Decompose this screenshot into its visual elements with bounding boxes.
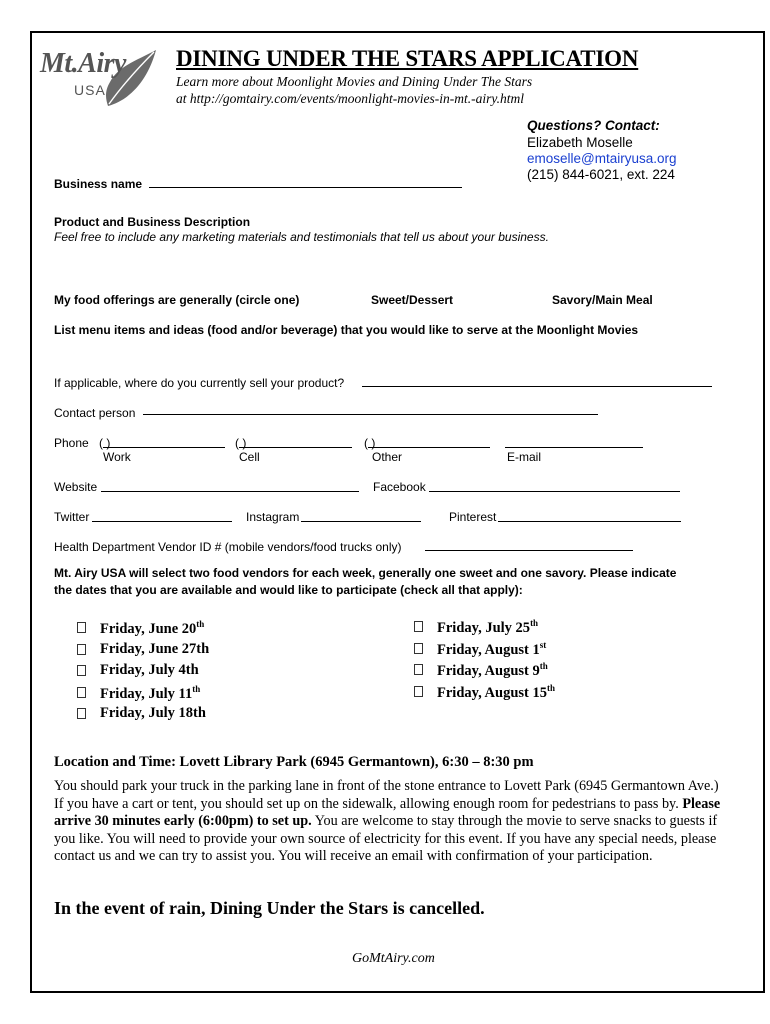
subtitle-line1: Learn more about Moonlight Movies and Dining Under The Stars (176, 74, 533, 89)
phone-cell-field[interactable] (239, 447, 352, 448)
date-label: Friday, July 4th (100, 662, 199, 678)
phone-work-paren: ( ) (99, 436, 111, 450)
email-field[interactable] (505, 447, 643, 448)
date-checkbox[interactable] (414, 686, 423, 697)
offering-sweet-option[interactable]: Sweet/Dessert (371, 293, 454, 307)
product-desc-title: Product and Business Description (54, 215, 251, 229)
phone-work-field[interactable] (103, 447, 225, 448)
pinterest-label: Pinterest (449, 510, 497, 524)
menu-label: List menu items and ideas (food and/or beverage) that you would like to serve at the Moonlight Movies (54, 323, 639, 337)
arrive-early-note: Please arrive 30 minutes early (6:00pm) to set up. (54, 795, 721, 830)
date-checkbox[interactable] (414, 664, 423, 675)
logo-brand: Mt.Airy (40, 48, 126, 79)
contact-email-link[interactable]: emoselle@mtairyusa.org (527, 151, 677, 166)
instagram-label: Instagram (246, 510, 300, 524)
location-body: You should park your truck in the parking lane in front of the stone entrance to Lovett Park (6945 Germantown Ave.) If you have a cart or tent, you should set up on the sidewalk, allowing enough room for pedestrians to pass by. Please arrive 30 minutes early (6:00pm) to set up. You are welcome to stay through the movie to serve snacks to guests if you like. You will need to provide your own source of electricity for this event. If you have any special needs, please contact us and we can try to assist you. You will receive an email with confirmation of your participation. (54, 778, 721, 865)
date-checkbox[interactable] (77, 665, 86, 676)
subtitle-line2: at http://gomtairy.com/events/moonlight-movies-in-mt.-airy.html (176, 91, 524, 106)
contact-phone: (215) 844-6021, ext. 224 (527, 167, 675, 182)
phone-other-field[interactable] (368, 447, 490, 448)
footer-site: GoMtAiry.com (352, 951, 435, 966)
logo-sub: USA (74, 82, 106, 98)
date-label: Friday, August 9th (437, 661, 548, 679)
phone-cell-paren: ( ) (235, 436, 247, 450)
date-label: Friday, July 11th (100, 684, 201, 702)
twitter-field[interactable] (92, 521, 232, 522)
date-checkbox[interactable] (77, 687, 86, 698)
facebook-label: Facebook (373, 480, 426, 494)
phone-other-label: Other (372, 450, 403, 464)
date-label: Friday, June 20th (100, 619, 205, 637)
pinterest-field[interactable] (498, 521, 681, 522)
phone-label: Phone (54, 436, 89, 450)
date-checkbox[interactable] (77, 622, 86, 633)
phone-other-paren: ( ) (364, 436, 376, 450)
select-instructions-line2: the dates that you are available and would like to participate (check all that apply): (54, 583, 523, 597)
contact-person-label: Contact person (54, 406, 136, 420)
health-id-field[interactable] (425, 550, 633, 551)
date-checkbox[interactable] (77, 644, 86, 655)
business-name-field[interactable] (149, 187, 462, 188)
offerings-label: My food offerings are generally (circle one) (54, 293, 300, 307)
health-id-label: Health Department Vendor ID # (mobile vendors/food trucks only) (54, 540, 402, 554)
instagram-field[interactable] (301, 521, 421, 522)
product-desc-note: Feel free to include any marketing materials and testimonials that tell us about your business. (54, 230, 549, 244)
date-label: Friday, August 15th (437, 683, 555, 701)
contact-heading: Questions? Contact: (527, 118, 660, 133)
phone-work-label: Work (103, 450, 131, 464)
logo (38, 42, 160, 114)
date-checkbox[interactable] (414, 643, 423, 654)
date-checkbox[interactable] (414, 621, 423, 632)
contact-person-field[interactable] (143, 414, 598, 415)
twitter-label: Twitter (54, 510, 90, 524)
date-label: Friday, July 25th (437, 618, 539, 636)
select-instructions-line1: Mt. Airy USA will select two food vendors for each week, generally one sweet and one savory. Please indicate (54, 566, 677, 580)
date-label: Friday, August 1st (437, 640, 547, 658)
website-label: Website (54, 480, 98, 494)
sell-field[interactable] (362, 386, 712, 387)
facebook-field[interactable] (429, 491, 680, 492)
date-checkbox[interactable] (77, 708, 86, 719)
rain-notice: In the event of rain, Dining Under the Stars is cancelled. (54, 898, 485, 918)
business-name-label: Business name (54, 177, 143, 191)
offering-savory-option[interactable]: Savory/Main Meal (552, 293, 653, 307)
contact-name: Elizabeth Moselle (527, 135, 633, 150)
sell-label: If applicable, where do you currently sell your product? (54, 376, 345, 390)
email-label: E-mail (507, 450, 542, 464)
website-field[interactable] (101, 491, 359, 492)
page-title: DINING UNDER THE STARS APPLICATION (176, 46, 639, 71)
location-heading: Location and Time: Lovett Library Park (6945 Germantown), 6:30 – 8:30 pm (54, 754, 534, 770)
date-label: Friday, June 27th (100, 641, 210, 657)
date-label: Friday, July 18th (100, 705, 206, 721)
phone-cell-label: Cell (239, 450, 260, 464)
